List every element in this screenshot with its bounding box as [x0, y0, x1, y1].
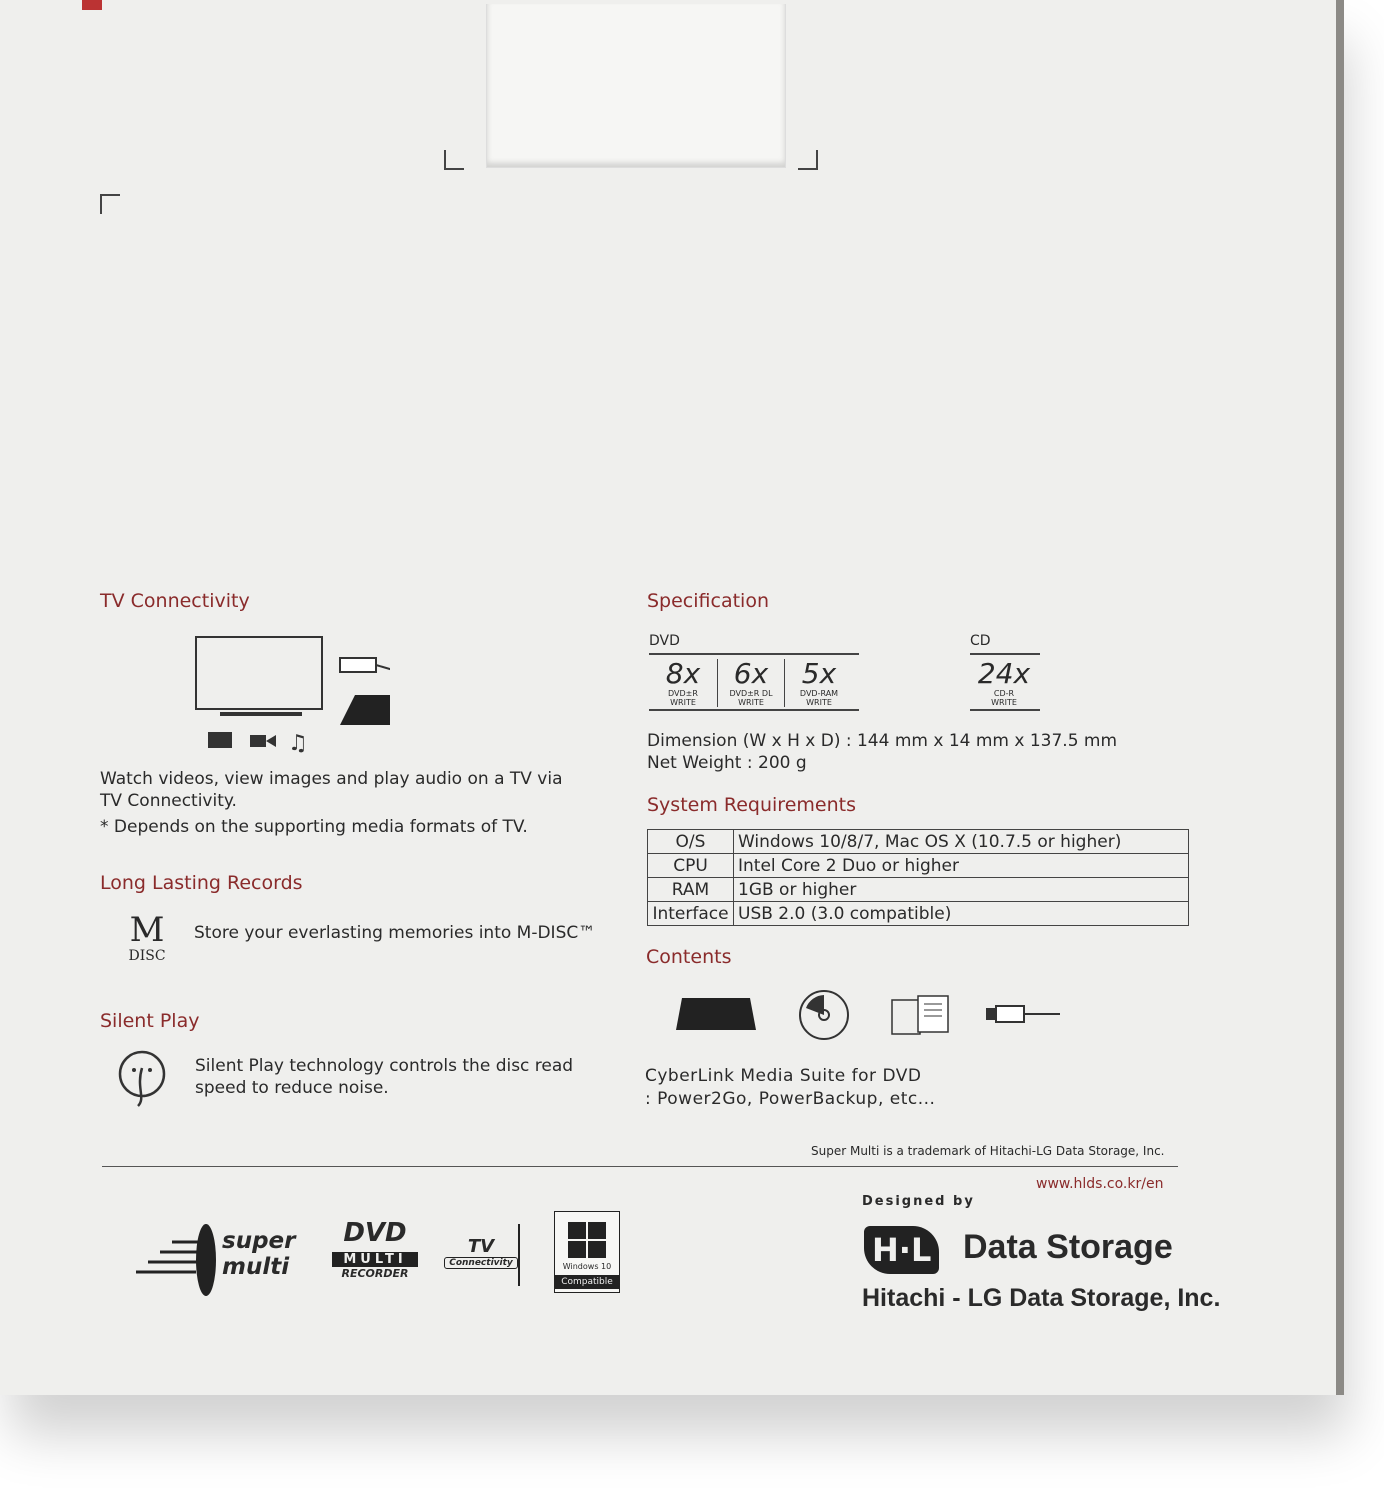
cd-label: CD [970, 633, 991, 649]
tv-connectivity-logo: TV Connectivity [444, 1224, 520, 1286]
spec-heading: Specification [647, 590, 769, 612]
records-description: Store your everlasting memories into M-DISC™ [194, 923, 596, 943]
brand-name: Data Storage [963, 1228, 1173, 1266]
silent-play-icon [116, 1048, 172, 1110]
windows10-compatible-logo: Windows 10 Compatible [554, 1211, 620, 1293]
svg-text:♫: ♫ [288, 731, 308, 755]
box-side [1336, 0, 1344, 1395]
dvd-label: DVD [649, 633, 680, 649]
table-row: O/S Windows 10/8/7, Mac OS X (10.7.5 or higher) [648, 830, 1189, 854]
software-list: : Power2Go, PowerBackup, etc... [645, 1089, 936, 1109]
super-multi-logo: super multi [136, 1222, 306, 1298]
dimension: Dimension (W x H x D) : 144 mm x 14 mm x 137.5 mm [647, 731, 1118, 751]
crop-mark [444, 150, 464, 170]
usb-cable-icon [986, 1006, 1060, 1022]
speed-dvd-ram: 5x DVD-RAM WRITE [799, 657, 839, 707]
table-row: RAM 1GB or higher [648, 878, 1189, 902]
drive-icon [676, 998, 756, 1030]
tv-note: * Depends on the supporting media formats of TV. [100, 817, 528, 837]
table-row: CPU Intel Core 2 Duo or higher [648, 854, 1189, 878]
company-name: Hitachi - LG Data Storage, Inc. [862, 1284, 1221, 1312]
sysreq-heading: System Requirements [647, 794, 856, 816]
hl-logo: H·L [864, 1226, 939, 1274]
disc-icon [800, 991, 848, 1039]
contents-icons [670, 988, 1070, 1044]
m-disc-logo: M DISC [128, 910, 166, 964]
website-link[interactable]: www.hlds.co.kr/en [1036, 1176, 1164, 1192]
crop-mark [798, 150, 818, 170]
trademark: Super Multi is a trademark of Hitachi-LG Data Storage, Inc. [811, 1144, 1165, 1158]
software: CyberLink Media Suite for DVD [645, 1066, 922, 1086]
silent-description: Silent Play technology controls the disc read speed to reduce noise. [195, 1056, 574, 1098]
tv-description: Watch videos, view images and play audio on a TV via TV Connectivity. [100, 769, 563, 811]
designed-by: Designed by [862, 1194, 975, 1209]
net-weight: Net Weight : 200 g [647, 753, 807, 773]
dvd-speeds [649, 653, 859, 711]
speed-dvd-dl: 6x DVD±R DL WRITE [717, 659, 785, 707]
dvd-multi-logo: DVD MULTI RECORDER [332, 1220, 418, 1280]
cd-speed: 24x CD-R WRITE [970, 653, 1040, 711]
records-heading: Long Lasting Records [100, 872, 303, 894]
tv-connectivity-illustration [190, 630, 390, 755]
divider [102, 1166, 1178, 1167]
table-row: Interface USB 2.0 (3.0 compatible) [648, 902, 1189, 926]
sysreq-table [647, 829, 1189, 926]
speed-dvd-r: 8x DVD±R WRITE [665, 657, 701, 707]
crop-mark [100, 194, 120, 214]
box-tab [486, 4, 786, 168]
silent-heading: Silent Play [100, 1010, 200, 1032]
tv-heading: TV Connectivity [100, 590, 250, 612]
red-mark [82, 0, 102, 10]
contents-heading: Contents [646, 946, 732, 968]
manual-icon [892, 996, 948, 1034]
